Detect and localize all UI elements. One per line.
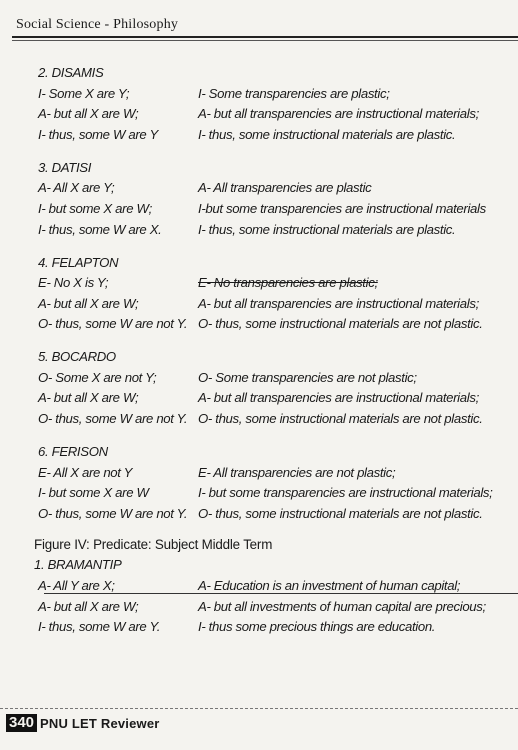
example-text: A- but all transparencies are instructional materials; bbox=[198, 390, 479, 406]
conclusion-row bbox=[38, 125, 513, 146]
conclusion-row bbox=[38, 617, 513, 638]
premise-row bbox=[38, 463, 513, 484]
page-footer bbox=[6, 714, 160, 732]
example-text: I- but some transparencies are instructional materials; bbox=[198, 485, 493, 501]
example-text: I- thus some precious things are education. bbox=[198, 619, 436, 635]
form-text: I- Some X are Y; bbox=[38, 85, 130, 101]
section-title: 4. FELAPTON bbox=[38, 254, 119, 270]
example-text-struck: E- No transparencies are plastic; bbox=[198, 275, 378, 291]
form-text: I- thus, some W are Y bbox=[38, 126, 158, 142]
example-text: A- All transparencies are plastic bbox=[198, 180, 372, 196]
example-text: I- Some transparencies are plastic; bbox=[198, 85, 390, 101]
example-text: I- thus, some instructional materials are plastic. bbox=[198, 221, 456, 237]
section-title: 5. BOCARDO bbox=[38, 349, 116, 365]
section-title: 1. BRAMANTIP bbox=[34, 557, 122, 573]
running-header: Social Science - Philosophy bbox=[16, 17, 179, 32]
premise-row bbox=[38, 178, 513, 199]
section-figure-iv bbox=[34, 535, 513, 638]
section-felapton bbox=[38, 253, 513, 335]
figure-heading: Figure IV: Predicate: Subject Middle Term bbox=[34, 536, 273, 552]
premise-row bbox=[38, 199, 513, 220]
premise-row bbox=[38, 368, 513, 389]
header-rule bbox=[12, 36, 518, 38]
conclusion-row bbox=[38, 220, 513, 241]
section-title: 3. DATISI bbox=[38, 159, 92, 175]
form-text: A- but all X are W; bbox=[38, 598, 139, 614]
example-text: I-but some transparencies are instructional materials bbox=[198, 200, 486, 216]
section-bocardo bbox=[38, 347, 513, 429]
form-text: A- but all X are W; bbox=[38, 106, 139, 122]
example-text: A- but all investments of human capital are precious; bbox=[198, 598, 486, 614]
premise-row bbox=[38, 597, 513, 618]
example-text: O- thus, some instructional materials are not plastic. bbox=[198, 411, 483, 427]
page-content bbox=[34, 63, 513, 650]
example-text: A- Education is an investment of human capital; bbox=[198, 578, 461, 594]
example-text: E- All transparencies are not plastic; bbox=[198, 464, 396, 480]
example-text: A- but all transparencies are instructional materials; bbox=[198, 295, 479, 311]
example-text: A- but all transparencies are instructional materials; bbox=[198, 106, 479, 122]
form-text: A- but all X are W; bbox=[38, 390, 139, 406]
form-text: A- All X are Y; bbox=[38, 180, 115, 196]
conclusion-row bbox=[38, 409, 513, 430]
section-disamis bbox=[38, 63, 513, 145]
form-text: O- thus, some W are not Y. bbox=[38, 411, 188, 427]
form-text: O- thus, some W are not Y. bbox=[38, 316, 188, 332]
page-number-badge: 340 bbox=[6, 714, 37, 732]
section-datisi bbox=[38, 158, 513, 240]
section-title: 6. FERISON bbox=[38, 444, 108, 460]
form-text: A- All Y are X; bbox=[38, 578, 115, 594]
example-text: I- thus, some instructional materials are plastic. bbox=[198, 126, 456, 142]
premise-row bbox=[38, 388, 513, 409]
conclusion-row bbox=[38, 504, 513, 525]
form-text: I- thus, some W are X. bbox=[38, 221, 162, 237]
footer-rule bbox=[0, 708, 518, 709]
form-text: I- but some X are W bbox=[38, 485, 149, 501]
form-text: E- No X is Y; bbox=[38, 275, 109, 291]
form-text: O- Some X are not Y; bbox=[38, 369, 157, 385]
premise-row bbox=[38, 483, 513, 504]
example-text: O- thus, some instructional materials are not plastic. bbox=[198, 316, 483, 332]
header-rule-thin bbox=[12, 40, 518, 41]
premise-row bbox=[38, 273, 513, 294]
form-text: I- but some X are W; bbox=[38, 200, 152, 216]
figure-rule bbox=[44, 593, 518, 594]
example-text: O- thus, some instructional materials are not plastic. bbox=[198, 505, 483, 521]
form-text: E- All X are not Y bbox=[38, 464, 133, 480]
footer-label: PNU LET Reviewer bbox=[40, 715, 160, 731]
section-ferison bbox=[38, 442, 513, 524]
example-text: O- Some transparencies are not plastic; bbox=[198, 369, 417, 385]
conclusion-row bbox=[38, 314, 513, 335]
form-text: O- thus, some W are not Y. bbox=[38, 505, 188, 521]
premise-row bbox=[38, 84, 513, 105]
section-title: 2. DISAMIS bbox=[38, 65, 104, 80]
form-text: A- but all X are W; bbox=[38, 295, 139, 311]
premise-row bbox=[38, 294, 513, 315]
premise-row bbox=[38, 104, 513, 125]
form-text: I- thus, some W are Y. bbox=[38, 619, 161, 635]
